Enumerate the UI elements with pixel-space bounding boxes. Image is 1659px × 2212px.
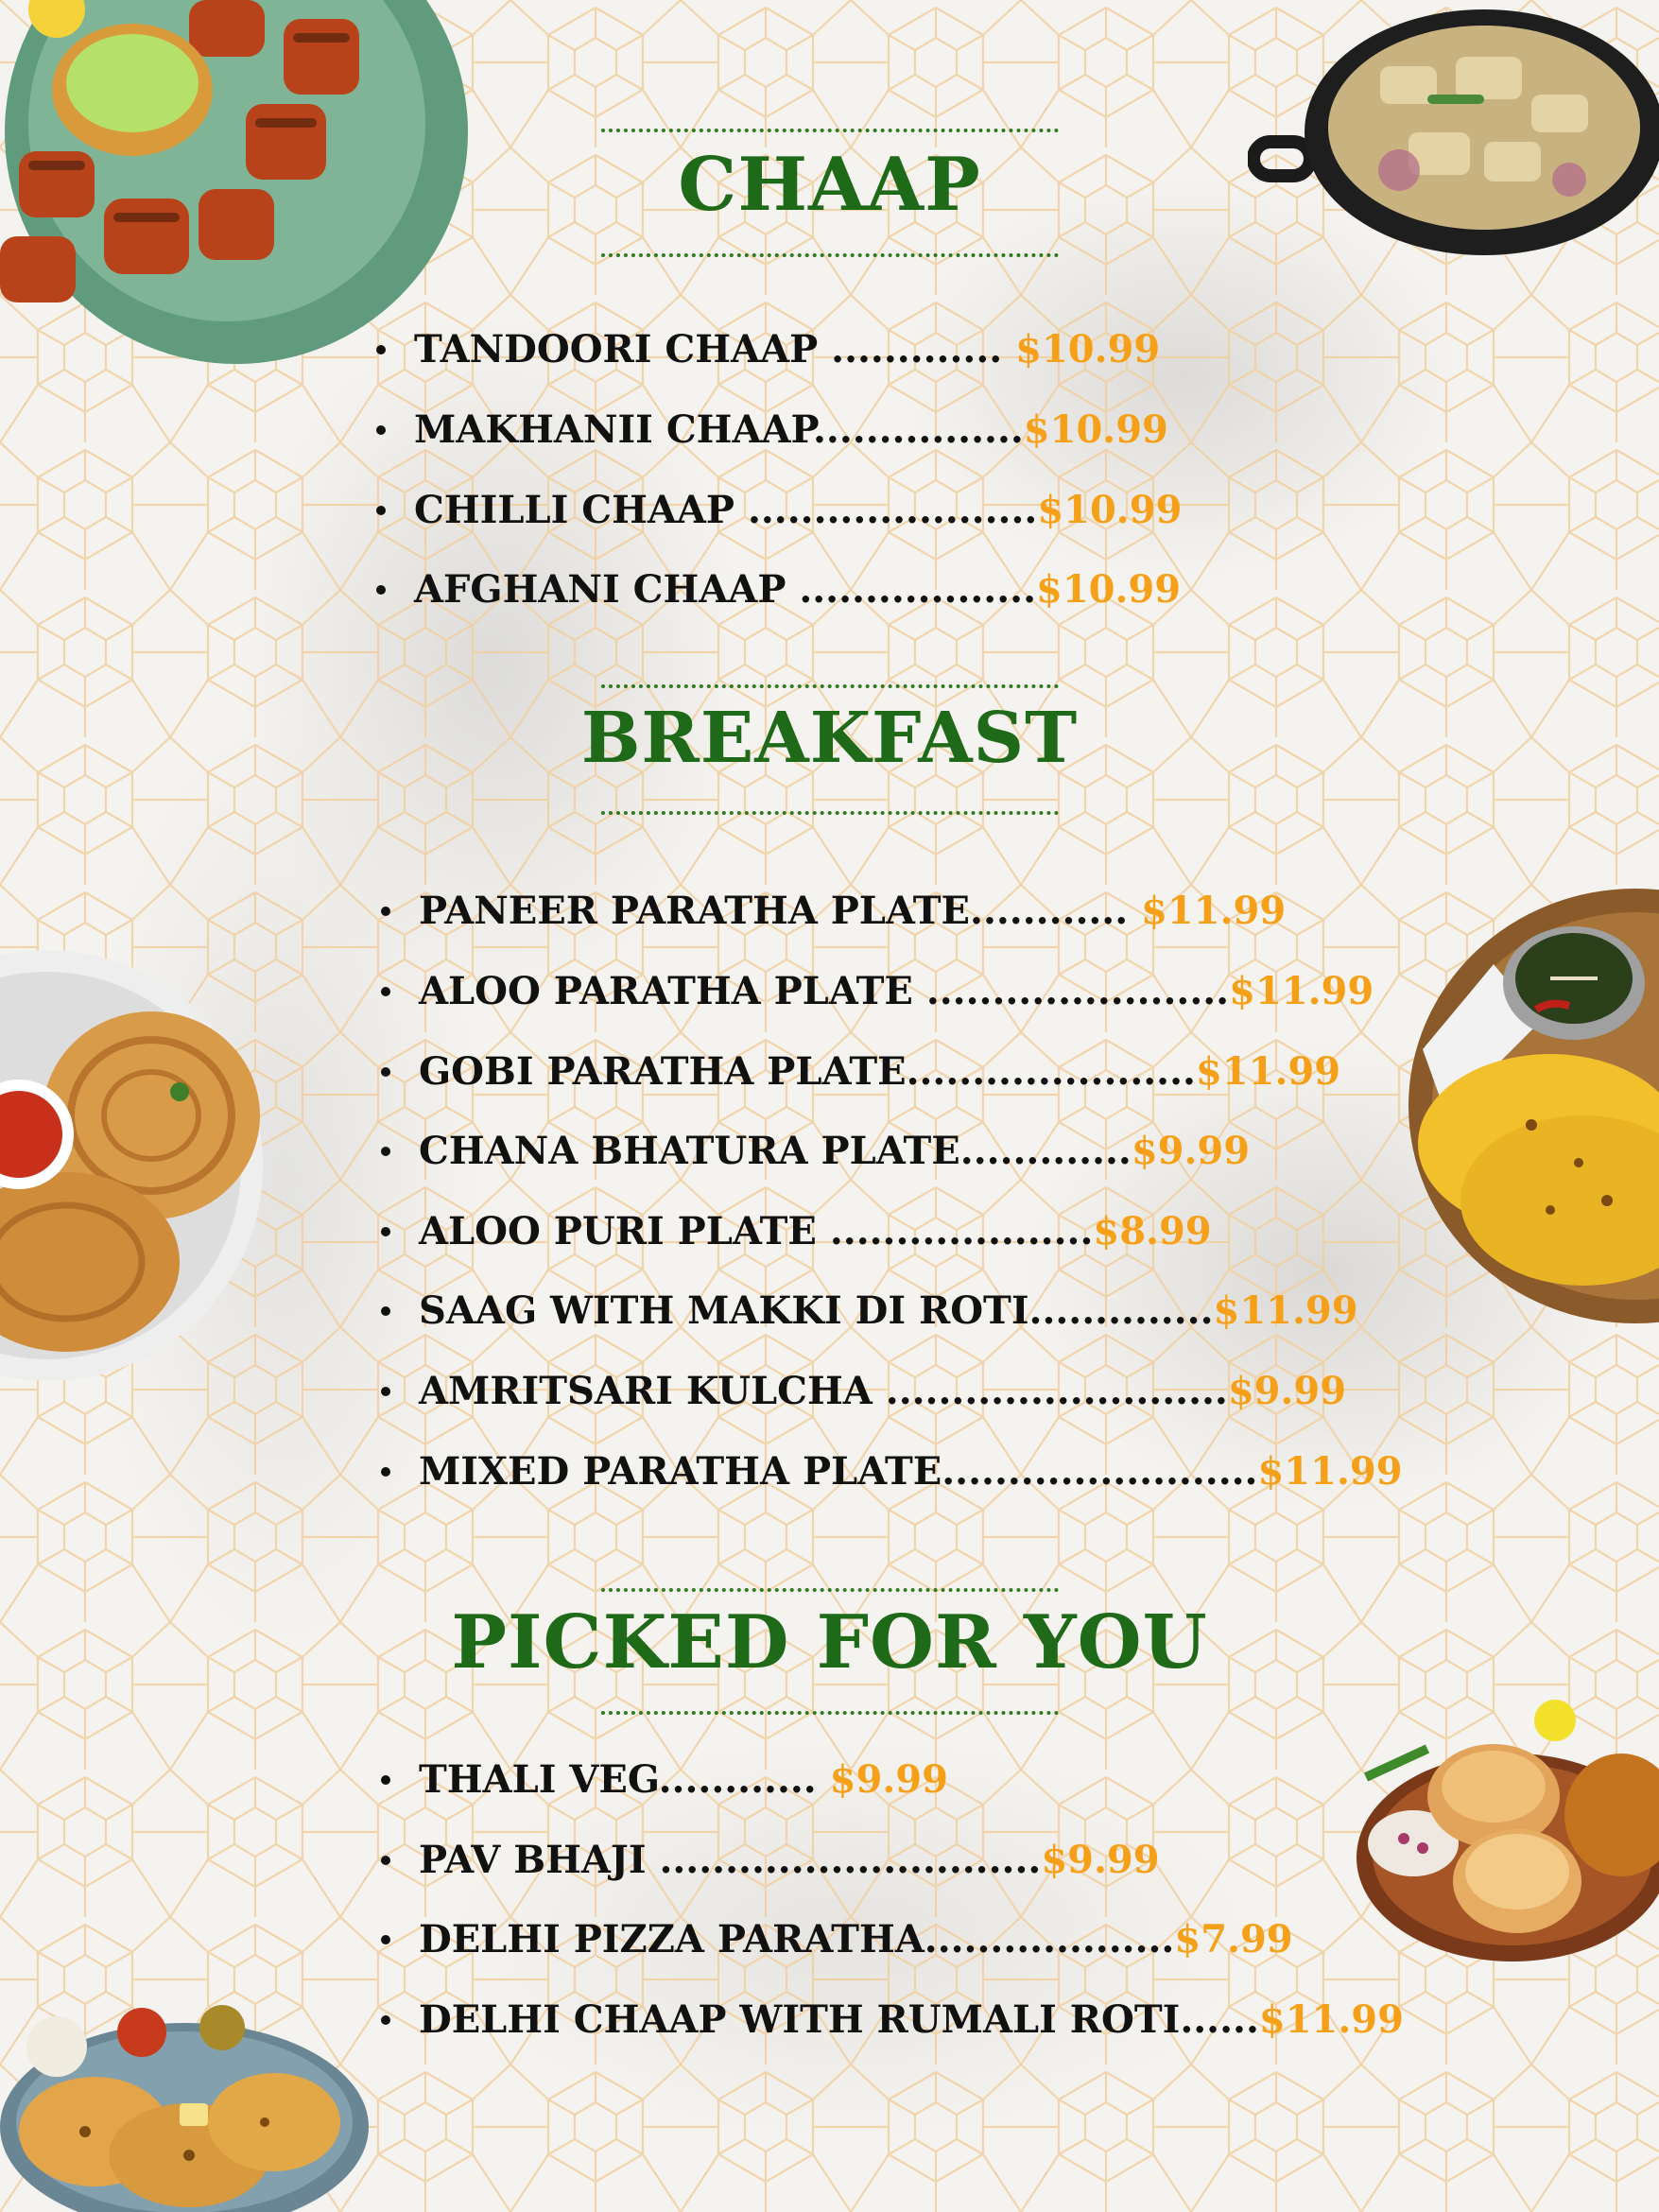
stuffed-paratha-platter-image xyxy=(0,1990,369,2212)
bullet-icon xyxy=(381,1856,390,1865)
afghani-chaap-skillet-image xyxy=(1248,0,1659,274)
bullet-icon xyxy=(381,1067,390,1077)
menu-item xyxy=(376,482,1182,539)
tandoori-chaap-plate-image xyxy=(0,0,473,369)
menu-item xyxy=(381,1992,1404,2048)
breakfast-heading: BREAKFAST xyxy=(580,698,1079,779)
item-leader: ...................... xyxy=(734,488,1038,532)
bullet-icon xyxy=(381,1467,390,1477)
item-name: AFGHANI CHAAP xyxy=(414,567,786,612)
item-price: $11.99 xyxy=(1257,1449,1403,1494)
menu-item xyxy=(376,562,1181,618)
menu-item xyxy=(376,321,1160,378)
menu-item xyxy=(381,1832,1160,1889)
item-price: $7.99 xyxy=(1174,1917,1293,1961)
item-name: ALOO PURI PLATE xyxy=(419,1209,817,1253)
item-leader: ............................. xyxy=(646,1838,1042,1882)
picked-for-you-heading: PICKED FOR YOU xyxy=(451,1599,1208,1685)
item-leader: ............. xyxy=(959,1129,1132,1173)
item-name: DELHI CHAAP WITH RUMALI ROTI xyxy=(419,1997,1181,2042)
breakfast-rule-bottom xyxy=(601,811,1059,815)
item-leader: ................... xyxy=(924,1917,1175,1961)
bullet-icon xyxy=(381,1387,390,1396)
pav-bhaji-plate-image xyxy=(1338,1692,1659,1966)
bullet-icon xyxy=(376,425,386,435)
bullet-icon xyxy=(381,2015,390,2025)
chaap-rule-top xyxy=(601,129,1059,132)
item-leader: ....................... xyxy=(912,969,1230,1013)
item-price: $11.99 xyxy=(1229,969,1374,1013)
item-price: $9.99 xyxy=(829,1757,948,1802)
item-price: $8.99 xyxy=(1093,1209,1212,1253)
bullet-icon xyxy=(376,506,386,515)
item-leader: .................. xyxy=(786,567,1036,612)
bullet-icon xyxy=(381,907,390,916)
item-name: GOBI PARATHA PLATE xyxy=(419,1049,907,1094)
chaap-rule-bottom xyxy=(601,253,1059,257)
item-leader: ........................ xyxy=(942,1449,1258,1494)
item-price: $10.99 xyxy=(1037,488,1183,532)
item-name: TANDOORI CHAAP xyxy=(414,327,819,372)
item-leader: ...... xyxy=(1180,1997,1259,2042)
item-price: $10.99 xyxy=(1036,567,1182,612)
item-leader: ............ xyxy=(658,1757,830,1802)
item-leader: ............ xyxy=(970,889,1142,933)
picked-rule-top xyxy=(601,1588,1059,1592)
bullet-icon xyxy=(381,1147,390,1156)
item-name: SAAG WITH MAKKI DI ROTI xyxy=(419,1288,1029,1333)
item-name: PANEER PARATHA PLATE xyxy=(419,889,971,933)
bullet-icon xyxy=(381,1227,390,1236)
item-price: $11.99 xyxy=(1258,1997,1404,2042)
item-price: $9.99 xyxy=(1041,1838,1160,1882)
menu-item xyxy=(381,1044,1340,1100)
item-price: $9.99 xyxy=(1131,1129,1251,1173)
item-leader: .......................... xyxy=(872,1369,1228,1413)
menu-item xyxy=(381,1752,948,1808)
item-name: AMRITSARI KULCHA xyxy=(419,1369,873,1413)
item-price: $11.99 xyxy=(1195,1049,1341,1094)
bullet-icon xyxy=(376,585,386,595)
item-price: $11.99 xyxy=(1141,889,1287,933)
item-leader: ...................... xyxy=(906,1049,1196,1094)
menu-item xyxy=(381,1911,1293,1968)
bullet-icon xyxy=(381,1935,390,1944)
item-name: PAV BHAJI xyxy=(419,1838,647,1882)
item-price: $10.99 xyxy=(1015,327,1161,372)
item-price: $11.99 xyxy=(1213,1288,1358,1333)
menu-item xyxy=(381,1123,1250,1180)
item-name: MAKHANII CHAAP xyxy=(414,407,813,452)
item-price: $9.99 xyxy=(1227,1369,1347,1413)
picked-rule-bottom xyxy=(601,1711,1059,1715)
item-name: MIXED PARATHA PLATE xyxy=(419,1449,942,1494)
item-leader: ................ xyxy=(812,407,1024,452)
item-name: DELHI PIZZA PARATHA xyxy=(419,1917,925,1961)
menu-item xyxy=(376,402,1168,458)
bullet-icon xyxy=(381,987,390,996)
menu-item xyxy=(381,883,1286,940)
item-price: $10.99 xyxy=(1023,407,1168,452)
item-leader: .................... xyxy=(816,1209,1094,1253)
menu-item xyxy=(381,1203,1212,1260)
saag-makki-roti-basket-image xyxy=(1408,889,1659,1323)
menu-item xyxy=(381,1443,1403,1500)
bullet-icon xyxy=(381,1775,390,1785)
item-name: ALOO PARATHA PLATE xyxy=(419,969,913,1013)
item-leader: ............. xyxy=(818,327,1016,372)
menu-item xyxy=(381,1363,1346,1420)
lachha-paratha-plate-image xyxy=(0,950,265,1380)
item-leader: .............. xyxy=(1028,1288,1214,1333)
item-name: CHILLI CHAAP xyxy=(414,488,735,532)
menu-item xyxy=(381,963,1374,1020)
breakfast-rule-top xyxy=(601,684,1059,688)
menu-item xyxy=(381,1283,1358,1339)
bullet-icon xyxy=(381,1306,390,1316)
chaap-heading: CHAAP xyxy=(678,142,981,228)
item-name: THALI VEG xyxy=(419,1757,659,1802)
item-name: CHANA BHATURA PLATE xyxy=(419,1129,960,1173)
